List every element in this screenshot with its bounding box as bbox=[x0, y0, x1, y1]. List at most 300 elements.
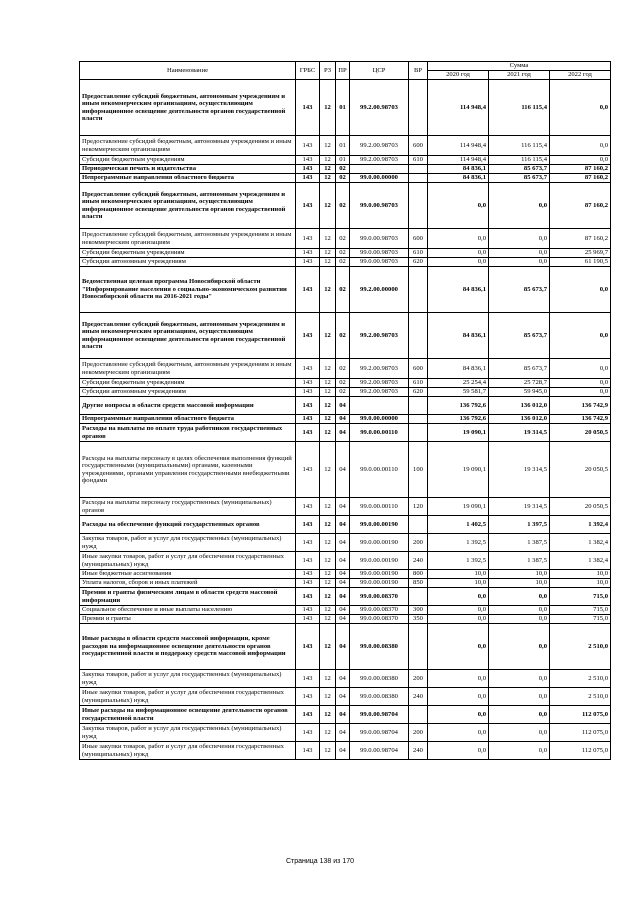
cell-2020: 0,0 bbox=[428, 615, 489, 624]
table-row bbox=[80, 688, 611, 706]
cell-2021: 0,0 bbox=[489, 706, 550, 724]
cell-csr bbox=[350, 165, 409, 174]
cell-csr: 99.0.00.08370 bbox=[350, 606, 409, 615]
cell-2020: 1 402,5 bbox=[428, 516, 489, 534]
cell-grbs: 143 bbox=[296, 174, 320, 183]
table-row bbox=[80, 165, 611, 174]
cell-grbs: 143 bbox=[296, 534, 320, 552]
cell-2022: 715,0 bbox=[550, 615, 611, 624]
cell-2021: 0,0 bbox=[489, 688, 550, 706]
cell-rz: 12 bbox=[320, 670, 336, 688]
cell-name: Субсидии бюджетным учреждениям bbox=[80, 379, 296, 388]
cell-pr: 02 bbox=[336, 174, 350, 183]
cell-2021: 0,0 bbox=[489, 588, 550, 606]
cell-2020: 0,0 bbox=[428, 742, 489, 760]
cell-pr: 02 bbox=[336, 229, 350, 249]
cell-2022: 1 392,4 bbox=[550, 516, 611, 534]
cell-pr: 04 bbox=[336, 424, 350, 442]
cell-name: Ведомственная целевая программа Новосибирской области "Информирование населения о социально-экономическом развитии Новосибирской области на 2016-2021 годы" bbox=[80, 267, 296, 313]
cell-2020: 136 792,6 bbox=[428, 415, 489, 424]
cell-grbs: 143 bbox=[296, 570, 320, 579]
cell-2022: 112 075,0 bbox=[550, 706, 611, 724]
cell-pr: 04 bbox=[336, 534, 350, 552]
cell-2021: 116 115,4 bbox=[489, 80, 550, 136]
cell-2020: 136 792,6 bbox=[428, 397, 489, 415]
cell-vr: 600 bbox=[409, 359, 428, 379]
header-sum: Сумма bbox=[428, 62, 611, 71]
cell-2020: 1 392,5 bbox=[428, 534, 489, 552]
cell-csr: 99.0.00.00190 bbox=[350, 534, 409, 552]
cell-csr: 99.0.00.98704 bbox=[350, 724, 409, 742]
cell-grbs: 143 bbox=[296, 516, 320, 534]
cell-2022: 0,0 bbox=[550, 136, 611, 156]
cell-2020: 0,0 bbox=[428, 249, 489, 258]
cell-vr bbox=[409, 397, 428, 415]
table-row bbox=[80, 80, 611, 136]
cell-2021: 19 314,5 bbox=[489, 424, 550, 442]
cell-rz: 12 bbox=[320, 606, 336, 615]
cell-2022: 2 510,0 bbox=[550, 670, 611, 688]
table-row bbox=[80, 313, 611, 359]
cell-grbs: 143 bbox=[296, 379, 320, 388]
cell-2020: 114 948,4 bbox=[428, 80, 489, 136]
cell-csr: 99.0.00.98704 bbox=[350, 742, 409, 760]
cell-rz: 12 bbox=[320, 80, 336, 136]
cell-name: Иные расходы в области средств массовой информации, кроме расходов на информационное освещение деятельности органов государственной власти и поддержку средств массовой информации bbox=[80, 624, 296, 670]
cell-2022: 87 160,2 bbox=[550, 229, 611, 249]
cell-rz: 12 bbox=[320, 552, 336, 570]
cell-name: Иные закупки товаров, работ и услуг для обеспечения государственных (муниципальных) нужд bbox=[80, 688, 296, 706]
cell-pr: 02 bbox=[336, 267, 350, 313]
cell-2022: 20 050,5 bbox=[550, 442, 611, 498]
cell-rz: 12 bbox=[320, 258, 336, 267]
header-grbs: ГРБС bbox=[296, 62, 320, 80]
cell-name: Уплата налогов, сборов и иных платежей bbox=[80, 579, 296, 588]
cell-grbs: 143 bbox=[296, 442, 320, 498]
cell-vr: 300 bbox=[409, 606, 428, 615]
cell-rz: 12 bbox=[320, 165, 336, 174]
cell-2020: 0,0 bbox=[428, 670, 489, 688]
cell-vr bbox=[409, 588, 428, 606]
header-year-2021: 2021 год bbox=[489, 71, 550, 80]
cell-csr: 99.2.00.98703 bbox=[350, 388, 409, 397]
cell-rz: 12 bbox=[320, 249, 336, 258]
cell-vr: 620 bbox=[409, 388, 428, 397]
cell-name: Предоставление субсидий бюджетным, автономным учреждениям и иным некоммерческим организациям bbox=[80, 359, 296, 379]
cell-vr: 800 bbox=[409, 570, 428, 579]
cell-csr: 99.0.00.00190 bbox=[350, 552, 409, 570]
cell-2022: 20 050,5 bbox=[550, 498, 611, 516]
cell-vr bbox=[409, 516, 428, 534]
table-row bbox=[80, 588, 611, 606]
cell-vr: 200 bbox=[409, 670, 428, 688]
cell-pr: 04 bbox=[336, 570, 350, 579]
cell-name: Предоставление субсидий бюджетным, автономным учреждениям и иным некоммерческим организациям, осуществляющим информационное освещение деятельности органов государственной власти bbox=[80, 313, 296, 359]
cell-pr: 02 bbox=[336, 165, 350, 174]
cell-name: Закупка товаров, работ и услуг для государственных (муниципальных) нужд bbox=[80, 670, 296, 688]
cell-rz: 12 bbox=[320, 313, 336, 359]
cell-2022: 136 742,9 bbox=[550, 397, 611, 415]
cell-2020: 0,0 bbox=[428, 183, 489, 229]
cell-csr: 99.0.00.00000 bbox=[350, 415, 409, 424]
cell-name: Субсидии бюджетным учреждениям bbox=[80, 249, 296, 258]
cell-2020: 0,0 bbox=[428, 724, 489, 742]
table-row bbox=[80, 624, 611, 670]
cell-csr: 99.0.00.98703 bbox=[350, 249, 409, 258]
cell-grbs: 143 bbox=[296, 688, 320, 706]
cell-name: Социальное обеспечение и иные выплаты населению bbox=[80, 606, 296, 615]
cell-2022: 2 510,0 bbox=[550, 688, 611, 706]
cell-pr: 01 bbox=[336, 156, 350, 165]
cell-pr: 04 bbox=[336, 615, 350, 624]
cell-2020: 0,0 bbox=[428, 706, 489, 724]
cell-2022: 1 382,4 bbox=[550, 552, 611, 570]
cell-vr: 850 bbox=[409, 579, 428, 588]
cell-2020: 25 254,4 bbox=[428, 379, 489, 388]
cell-grbs: 143 bbox=[296, 136, 320, 156]
cell-2021: 0,0 bbox=[489, 670, 550, 688]
cell-vr: 100 bbox=[409, 442, 428, 498]
cell-2022: 112 075,0 bbox=[550, 742, 611, 760]
cell-csr: 99.0.00.08380 bbox=[350, 624, 409, 670]
table-row bbox=[80, 249, 611, 258]
cell-rz: 12 bbox=[320, 516, 336, 534]
cell-grbs: 143 bbox=[296, 606, 320, 615]
cell-2020: 0,0 bbox=[428, 606, 489, 615]
header-name: Наименование bbox=[80, 62, 296, 80]
cell-csr: 99.0.00.00190 bbox=[350, 570, 409, 579]
table-row bbox=[80, 579, 611, 588]
cell-name: Субсидии автономным учреждениям bbox=[80, 388, 296, 397]
cell-csr: 99.0.00.00110 bbox=[350, 442, 409, 498]
cell-name: Предоставление субсидий бюджетным, автономным учреждениям и иным некоммерческим организациям, осуществляющим информационное освещение деятельности органов государственной власти bbox=[80, 80, 296, 136]
cell-pr: 02 bbox=[336, 258, 350, 267]
cell-2020: 0,0 bbox=[428, 229, 489, 249]
cell-pr: 04 bbox=[336, 498, 350, 516]
cell-csr: 99.2.00.00000 bbox=[350, 267, 409, 313]
header-rz: РЗ bbox=[320, 62, 336, 80]
cell-rz: 12 bbox=[320, 570, 336, 579]
cell-vr bbox=[409, 165, 428, 174]
cell-2021: 0,0 bbox=[489, 249, 550, 258]
cell-pr: 04 bbox=[336, 688, 350, 706]
cell-2021: 19 314,5 bbox=[489, 442, 550, 498]
cell-name: Закупка товаров, работ и услуг для государственных (муниципальных) нужд bbox=[80, 534, 296, 552]
cell-2022: 10,0 bbox=[550, 570, 611, 579]
cell-vr: 200 bbox=[409, 534, 428, 552]
cell-2022: 25 969,7 bbox=[550, 249, 611, 258]
cell-rz: 12 bbox=[320, 442, 336, 498]
cell-vr bbox=[409, 624, 428, 670]
table-row bbox=[80, 397, 611, 415]
table-row bbox=[80, 183, 611, 229]
cell-vr: 610 bbox=[409, 249, 428, 258]
cell-rz: 12 bbox=[320, 688, 336, 706]
cell-name: Закупка товаров, работ и услуг для государственных (муниципальных) нужд bbox=[80, 724, 296, 742]
cell-grbs: 143 bbox=[296, 670, 320, 688]
cell-name: Премии и гранты физическим лицам в области средств массовой информации bbox=[80, 588, 296, 606]
cell-2021: 25 728,7 bbox=[489, 379, 550, 388]
cell-pr: 02 bbox=[336, 388, 350, 397]
cell-rz: 12 bbox=[320, 136, 336, 156]
cell-2021: 0,0 bbox=[489, 258, 550, 267]
cell-2021: 116 115,4 bbox=[489, 156, 550, 165]
cell-csr: 99.0.00.98704 bbox=[350, 706, 409, 724]
cell-2021: 85 673,7 bbox=[489, 165, 550, 174]
cell-vr: 620 bbox=[409, 258, 428, 267]
cell-2020: 84 836,1 bbox=[428, 313, 489, 359]
cell-rz: 12 bbox=[320, 267, 336, 313]
table-row bbox=[80, 570, 611, 579]
header-year-2020: 2020 год bbox=[428, 71, 489, 80]
table-row bbox=[80, 724, 611, 742]
cell-rz: 12 bbox=[320, 534, 336, 552]
cell-pr: 02 bbox=[336, 183, 350, 229]
cell-2022: 0,0 bbox=[550, 267, 611, 313]
cell-csr: 99.0.00.08370 bbox=[350, 615, 409, 624]
cell-pr: 04 bbox=[336, 579, 350, 588]
cell-2020: 0,0 bbox=[428, 688, 489, 706]
cell-2021: 0,0 bbox=[489, 183, 550, 229]
cell-2020: 84 836,1 bbox=[428, 165, 489, 174]
cell-rz: 12 bbox=[320, 229, 336, 249]
cell-name: Расходы на выплаты по оплате труда работников государственных органов bbox=[80, 424, 296, 442]
cell-rz: 12 bbox=[320, 397, 336, 415]
cell-2021: 116 115,4 bbox=[489, 136, 550, 156]
header-year-2022: 2022 год bbox=[550, 71, 611, 80]
table-row bbox=[80, 379, 611, 388]
cell-2022: 87 160,2 bbox=[550, 165, 611, 174]
table-row bbox=[80, 415, 611, 424]
cell-2020: 19 090,1 bbox=[428, 498, 489, 516]
cell-rz: 12 bbox=[320, 183, 336, 229]
table-row bbox=[80, 706, 611, 724]
table-row bbox=[80, 267, 611, 313]
cell-pr: 01 bbox=[336, 136, 350, 156]
cell-2020: 10,0 bbox=[428, 579, 489, 588]
cell-2022: 112 075,0 bbox=[550, 724, 611, 742]
cell-pr: 02 bbox=[336, 379, 350, 388]
cell-grbs: 143 bbox=[296, 165, 320, 174]
cell-vr bbox=[409, 183, 428, 229]
table-row bbox=[80, 388, 611, 397]
cell-2022: 0,0 bbox=[550, 359, 611, 379]
cell-vr: 600 bbox=[409, 136, 428, 156]
cell-grbs: 143 bbox=[296, 579, 320, 588]
cell-2021: 85 673,7 bbox=[489, 359, 550, 379]
cell-vr: 350 bbox=[409, 615, 428, 624]
cell-grbs: 143 bbox=[296, 424, 320, 442]
cell-vr: 240 bbox=[409, 742, 428, 760]
cell-vr: 240 bbox=[409, 552, 428, 570]
cell-vr: 600 bbox=[409, 229, 428, 249]
cell-csr: 99.0.00.00000 bbox=[350, 174, 409, 183]
cell-name: Иные закупки товаров, работ и услуг для обеспечения государственных (муниципальных) нужд bbox=[80, 552, 296, 570]
cell-csr: 99.2.00.98703 bbox=[350, 379, 409, 388]
cell-pr: 04 bbox=[336, 442, 350, 498]
cell-pr: 04 bbox=[336, 670, 350, 688]
cell-csr bbox=[350, 397, 409, 415]
cell-2022: 0,0 bbox=[550, 313, 611, 359]
cell-csr: 99.0.00.98703 bbox=[350, 258, 409, 267]
cell-csr: 99.2.00.98703 bbox=[350, 359, 409, 379]
cell-2020: 19 090,1 bbox=[428, 424, 489, 442]
table-row bbox=[80, 498, 611, 516]
cell-2022: 0,0 bbox=[550, 379, 611, 388]
cell-rz: 12 bbox=[320, 424, 336, 442]
cell-2021: 1 387,5 bbox=[489, 534, 550, 552]
cell-2020: 114 948,4 bbox=[428, 156, 489, 165]
cell-2022: 10,0 bbox=[550, 579, 611, 588]
cell-2021: 0,0 bbox=[489, 742, 550, 760]
table-row bbox=[80, 534, 611, 552]
cell-name: Иные расходы на информационное освещение деятельности органов государственной власти bbox=[80, 706, 296, 724]
cell-grbs: 143 bbox=[296, 498, 320, 516]
table-row bbox=[80, 742, 611, 760]
cell-2020: 59 581,7 bbox=[428, 388, 489, 397]
cell-grbs: 143 bbox=[296, 388, 320, 397]
cell-name: Иные бюджетные ассигнования bbox=[80, 570, 296, 579]
cell-csr: 99.0.00.08380 bbox=[350, 688, 409, 706]
cell-csr: 99.0.00.00110 bbox=[350, 424, 409, 442]
cell-2021: 0,0 bbox=[489, 606, 550, 615]
cell-csr: 99.0.00.98703 bbox=[350, 229, 409, 249]
cell-grbs: 143 bbox=[296, 229, 320, 249]
cell-rz: 12 bbox=[320, 742, 336, 760]
cell-2021: 59 945,0 bbox=[489, 388, 550, 397]
cell-grbs: 143 bbox=[296, 624, 320, 670]
cell-2022: 1 382,4 bbox=[550, 534, 611, 552]
cell-rz: 12 bbox=[320, 415, 336, 424]
cell-pr: 04 bbox=[336, 724, 350, 742]
cell-grbs: 143 bbox=[296, 183, 320, 229]
cell-2020: 84 836,1 bbox=[428, 267, 489, 313]
cell-2020: 114 948,4 bbox=[428, 136, 489, 156]
cell-pr: 04 bbox=[336, 742, 350, 760]
cell-vr: 120 bbox=[409, 498, 428, 516]
cell-vr bbox=[409, 424, 428, 442]
cell-2021: 1 397,5 bbox=[489, 516, 550, 534]
cell-csr: 99.2.00.98703 bbox=[350, 156, 409, 165]
cell-name: Непрограммные направления областного бюджета bbox=[80, 415, 296, 424]
cell-grbs: 143 bbox=[296, 156, 320, 165]
cell-pr: 04 bbox=[336, 552, 350, 570]
table-row bbox=[80, 670, 611, 688]
cell-csr: 99.2.00.98703 bbox=[350, 80, 409, 136]
cell-2022: 136 742,9 bbox=[550, 415, 611, 424]
cell-pr: 04 bbox=[336, 415, 350, 424]
cell-name: Субсидии автономным учреждениям bbox=[80, 258, 296, 267]
cell-vr bbox=[409, 313, 428, 359]
cell-csr: 99.0.00.08370 bbox=[350, 588, 409, 606]
table-row bbox=[80, 156, 611, 165]
cell-grbs: 143 bbox=[296, 415, 320, 424]
cell-pr: 02 bbox=[336, 313, 350, 359]
cell-2022: 715,0 bbox=[550, 588, 611, 606]
budget-table bbox=[79, 61, 611, 760]
cell-name: Премии и гранты bbox=[80, 615, 296, 624]
cell-grbs: 143 bbox=[296, 80, 320, 136]
cell-csr: 99.2.00.98703 bbox=[350, 313, 409, 359]
cell-rz: 12 bbox=[320, 588, 336, 606]
cell-2021: 0,0 bbox=[489, 615, 550, 624]
page-footer: Страница 138 из 170 bbox=[285, 858, 355, 865]
cell-2022: 87 160,2 bbox=[550, 174, 611, 183]
cell-csr: 99.0.00.98703 bbox=[350, 183, 409, 229]
cell-name: Предоставление субсидий бюджетным, автономным учреждениям и иным некоммерческим организациям bbox=[80, 136, 296, 156]
cell-pr: 02 bbox=[336, 359, 350, 379]
cell-2021: 1 387,5 bbox=[489, 552, 550, 570]
cell-2020: 10,0 bbox=[428, 570, 489, 579]
cell-2021: 10,0 bbox=[489, 579, 550, 588]
cell-2021: 0,0 bbox=[489, 624, 550, 670]
cell-grbs: 143 bbox=[296, 397, 320, 415]
cell-2021: 85 673,7 bbox=[489, 313, 550, 359]
cell-2022: 715,0 bbox=[550, 606, 611, 615]
cell-grbs: 143 bbox=[296, 742, 320, 760]
cell-2022: 0,0 bbox=[550, 388, 611, 397]
cell-rz: 12 bbox=[320, 359, 336, 379]
cell-2021: 85 673,7 bbox=[489, 174, 550, 183]
cell-csr: 99.0.00.00110 bbox=[350, 498, 409, 516]
cell-pr: 04 bbox=[336, 397, 350, 415]
cell-name: Предоставление субсидий бюджетным, автономным учреждениям и иным некоммерческим организациям, осуществляющим информационное освещение деятельности органов государственной власти bbox=[80, 183, 296, 229]
cell-name: Расходы на выплаты персоналу государственных (муниципальных) органов bbox=[80, 498, 296, 516]
cell-2022: 2 510,0 bbox=[550, 624, 611, 670]
cell-rz: 12 bbox=[320, 174, 336, 183]
cell-grbs: 143 bbox=[296, 359, 320, 379]
cell-2021: 0,0 bbox=[489, 724, 550, 742]
cell-name: Субсидии бюджетным учреждениям bbox=[80, 156, 296, 165]
cell-2022: 61 190,5 bbox=[550, 258, 611, 267]
table-row bbox=[80, 258, 611, 267]
cell-vr: 610 bbox=[409, 156, 428, 165]
cell-2021: 136 012,0 bbox=[489, 397, 550, 415]
cell-pr: 04 bbox=[336, 606, 350, 615]
cell-vr: 200 bbox=[409, 724, 428, 742]
cell-2022: 0,0 bbox=[550, 156, 611, 165]
cell-vr bbox=[409, 80, 428, 136]
cell-csr: 99.0.00.08380 bbox=[350, 670, 409, 688]
cell-2021: 19 314,5 bbox=[489, 498, 550, 516]
table-row bbox=[80, 229, 611, 249]
cell-2022: 87 160,2 bbox=[550, 183, 611, 229]
table-row bbox=[80, 359, 611, 379]
cell-vr: 610 bbox=[409, 379, 428, 388]
cell-pr: 04 bbox=[336, 588, 350, 606]
cell-name: Расходы на обеспечение функций государственных органов bbox=[80, 516, 296, 534]
table-row bbox=[80, 442, 611, 498]
cell-rz: 12 bbox=[320, 498, 336, 516]
cell-rz: 12 bbox=[320, 624, 336, 670]
header-pr: ПР bbox=[336, 62, 350, 80]
cell-rz: 12 bbox=[320, 706, 336, 724]
table-row bbox=[80, 606, 611, 615]
cell-grbs: 143 bbox=[296, 724, 320, 742]
table-body bbox=[80, 80, 611, 760]
cell-2020: 0,0 bbox=[428, 588, 489, 606]
cell-vr bbox=[409, 174, 428, 183]
cell-rz: 12 bbox=[320, 579, 336, 588]
cell-2021: 85 673,7 bbox=[489, 267, 550, 313]
cell-name: Иные закупки товаров, работ и услуг для обеспечения государственных (муниципальных) нужд bbox=[80, 742, 296, 760]
table-row bbox=[80, 516, 611, 534]
cell-name: Расходы на выплаты персоналу в целях обеспечения выполнения функций государственными (муниципальными) органами, казенными учреждениями, органами управления государственными внебюджетными фондами bbox=[80, 442, 296, 498]
table-row bbox=[80, 136, 611, 156]
cell-grbs: 143 bbox=[296, 313, 320, 359]
cell-vr: 240 bbox=[409, 688, 428, 706]
cell-2020: 0,0 bbox=[428, 624, 489, 670]
